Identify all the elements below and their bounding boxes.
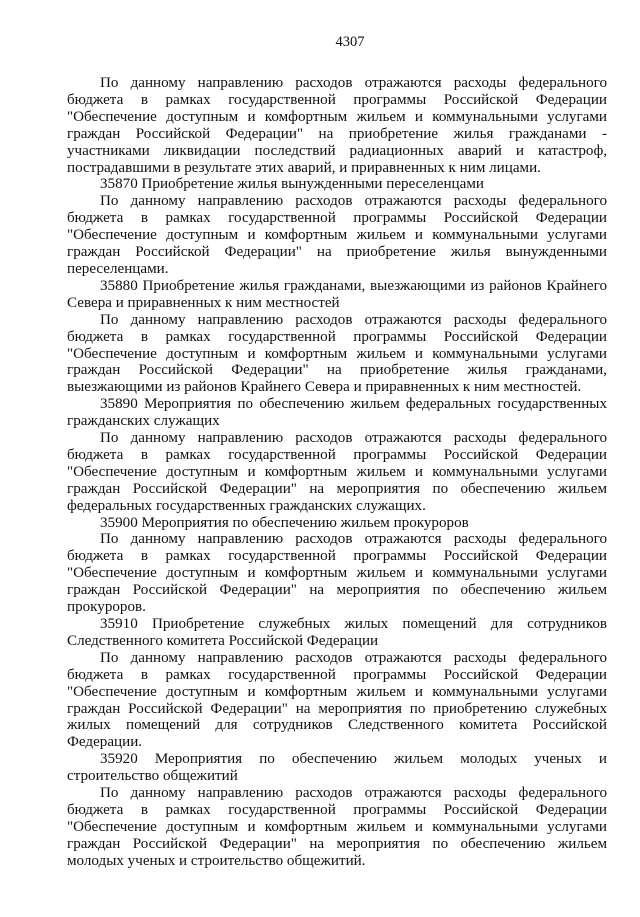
paragraph-35880: По данному направлению расходов отражаются расходы федерального бюджета в рамках государственной программы Российской Федерации "Обеспечение доступным и комфортным жильем и коммунальными услугами граждан Российской Федерации" на приобретение жилья гражданами, выезжающими из районов Крайнего Севера и приравненных к ним местностей. <box>67 311 607 396</box>
heading-35910: 35910 Приобретение служебных жилых помещений для сотрудников Следственного комитета Российской Федерации <box>67 616 607 649</box>
paragraph-35890: По данному направлению расходов отражаются расходы федерального бюджета в рамках государственной программы Российской Федерации "Обеспечение доступным и комфортным жильем и коммунальными услугами граждан Российской Федерации" на мероприятия по обеспечению жильем федеральных государственных гражданских служащих. <box>67 430 607 514</box>
heading-35920: 35920 Мероприятия по обеспечению жильем молодых ученых и строительство общежитий <box>67 751 607 785</box>
heading-35890: 35890 Мероприятия по обеспечению жильем федеральных государственных гражданских служащих <box>67 396 607 430</box>
paragraph-35900: По данному направлению расходов отражаются расходы федерального бюджета в рамках государственной программы Российской Федерации "Обеспечение доступным и комфортным жильем и коммунальными услугами граждан Российской Федерации" на мероприятия по обеспечению жильем прокуроров. <box>67 531 607 616</box>
paragraph-intro: По данному направлению расходов отражаются расходы федерального бюджета в рамках государственной программы Российской Федерации "Обеспечение доступным и комфортным жильем и коммунальными услугами граждан Российской Федерации" на приобретение жилья гражданами - участниками ликвидации последствий радиационных аварий и катастроф, пострадавшими в результате этих аварий, и приравненных к ним лицами. <box>67 75 607 176</box>
page-number: 4307 <box>335 34 365 50</box>
heading-35870: 35870 Приобретение жилья вынужденными переселенцами <box>100 176 484 193</box>
paragraph-35910: По данному направлению расходов отражаются расходы федерального бюджета в рамках государственной программы Российской Федерации "Обеспечение доступным и комфортным жильем и коммунальными услугами граждан Российской Федерации" на мероприятия по приобретению служебных жилых помещений для сотрудников Следственного комитета Российской Федерации. <box>67 649 607 751</box>
paragraph-35920: По данному направлению расходов отражаются расходы федерального бюджета в рамках государственной программы Российской Федерации "Обеспечение доступным и комфортным жильем и коммунальными услугами граждан Российской Федерации" на мероприятия по обеспечению жильем молодых ученых и строительство общежитий. <box>67 785 607 869</box>
document-body <box>67 75 607 870</box>
paragraph-35870: По данному направлению расходов отражаются расходы федерального бюджета в рамках государственной программы Российской Федерации "Обеспечение доступным и комфортным жильем и коммунальными услугами граждан Российской Федерации" на приобретение жилья вынужденными переселенцами. <box>67 193 607 277</box>
heading-35900: 35900 Мероприятия по обеспечению жильем прокуроров <box>100 514 469 531</box>
heading-35880: 35880 Приобретение жилья гражданами, выезжающими из районов Крайнего Севера и приравненных к ним местностей <box>67 277 607 311</box>
